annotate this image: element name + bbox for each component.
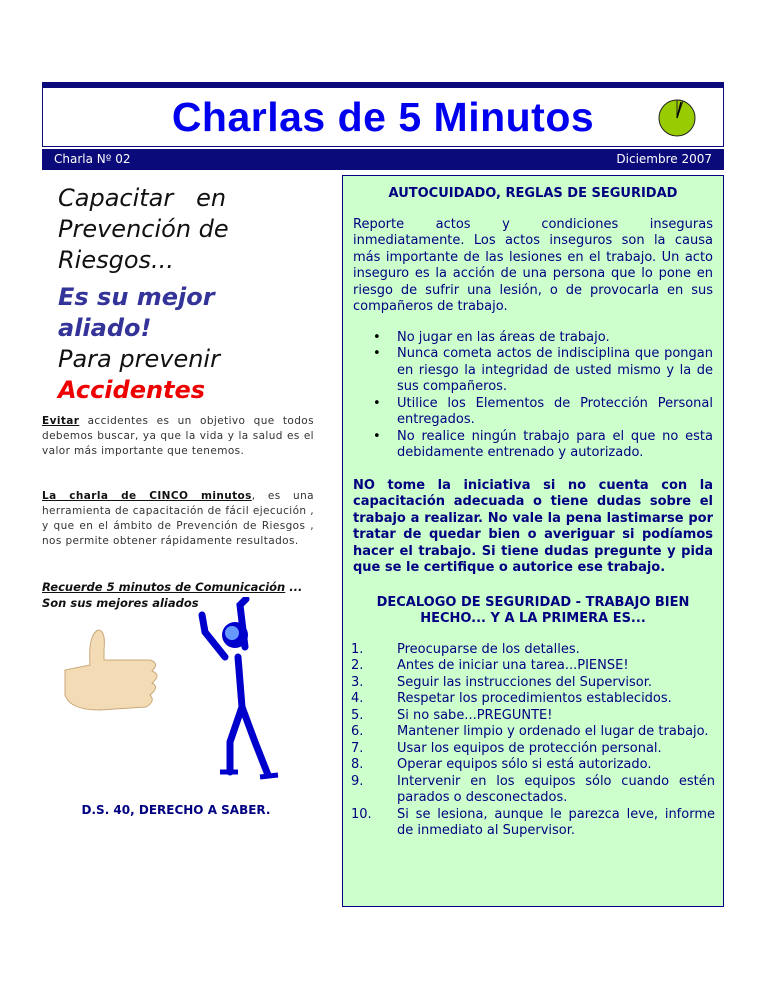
list-item (351, 741, 715, 758)
item-text: Operar equipos sólo si está autorizado. (397, 757, 652, 772)
list-item (351, 708, 715, 725)
thumbs-up-icon (60, 625, 170, 720)
list-item: • Nunca cometa actos de indisciplina que pongan en riesgo la integridad de usted mismo y la de sus compañeros. (373, 346, 713, 396)
left-column (42, 183, 314, 611)
header-sub-bar (42, 149, 724, 170)
evitar-bold: Evitar (42, 415, 80, 427)
item-number: 6. (351, 724, 364, 739)
list-item (351, 724, 715, 741)
slogan-line: Para prevenir (58, 345, 220, 373)
item-number: 3. (351, 674, 364, 690)
item-text: Mantener limpio y ordenado el lugar de trabajo. (397, 724, 709, 739)
charla-bold: La charla de CINCO minutos (42, 490, 252, 502)
item-text: Si se lesiona, aunque le parezca leve, informe de inmediato al Supervisor. (397, 806, 715, 838)
list-item: • No realice ningún trabajo para el que no esta debidamente entrenado y autorizado. (373, 429, 713, 462)
slogan-line: Prevención de (58, 215, 229, 243)
list-item (351, 807, 715, 840)
item-number: 2. (351, 658, 364, 673)
intro-paragraph: Reporte actos y condiciones inseguras inmediatamente. Los actos inseguros son la causa más importante de las lesiones en el trabajo. Un acto inseguro es la acción de una persona que lo pone en riesgo de sufrir una lesión, o de provocarla en sus compañeros de trabajo. (353, 216, 713, 314)
item-text: Usar los equipos de protección personal. (397, 740, 662, 756)
rules-list (373, 330, 713, 462)
decalogo-list (351, 642, 715, 840)
item-number: 4. (351, 691, 364, 706)
item-number: 8. (351, 757, 364, 772)
safety-rules-box (342, 175, 724, 907)
charla-date: Diciembre 2007 (616, 152, 712, 166)
item-number: 10. (351, 806, 372, 822)
charla-number: Charla Nº 02 (54, 152, 131, 166)
stick-figure-icon (190, 597, 290, 787)
warning-paragraph: NO tome la iniciativa si no cuenta con la capacitación adecuada o tiene dudas sobre el trabajo a realizar. No vale la pena lastimarse por tratar de quedar bien o averiguar si podíamos hacer el trabajo. Si tiene dudas pregunte y pida que se le certifique o autorice ese trabajo. (353, 477, 713, 575)
header-title-box (42, 88, 724, 147)
recuerde-ellipsis: ... (285, 580, 303, 594)
slogan-line: Riesgos... (58, 246, 174, 274)
list-item: • Utilice los Elementos de Protección Personal entregados. (373, 396, 713, 429)
item-text: Antes de iniciar una tarea...PIENSE! (397, 658, 629, 673)
item-text: Intervenir en los equipos sólo cuando estén parados o desconectados. (397, 773, 715, 805)
list-item (351, 691, 715, 708)
recuerde-line2: Son sus mejores aliados (42, 596, 199, 610)
item-text: Respetar los procedimientos establecidos. (397, 691, 672, 706)
page-title: Charlas de 5 Minutos (171, 94, 595, 140)
footer-ds40: D.S. 40, DERECHO A SABER. (81, 803, 271, 817)
decalogo-title: DECALOGO DE SEGURIDAD - TRABAJO BIEN HECHO... Y A LA PRIMERA ES... (376, 594, 690, 626)
list-item: • No jugar en las áreas de trabajo. (373, 330, 713, 347)
item-number: 9. (351, 773, 364, 789)
item-number: 1. (351, 641, 364, 657)
item-text: Preocuparse de los detalles. (397, 641, 580, 657)
item-number: 7. (351, 740, 364, 756)
box-title: AUTOCUIDADO, REGLAS DE SEGURIDAD (388, 186, 678, 201)
evitar-text: accidentes es un objetivo que todos debemos buscar, ya que la vida y la salud es el valor más importante que tenemos. (42, 415, 314, 457)
recuerde-line: Recuerde 5 minutos de Comunicación (42, 580, 286, 594)
list-item (351, 658, 715, 675)
slogan-accidentes: Accidentes (58, 376, 206, 404)
evitar-paragraph (42, 414, 314, 459)
list-item (351, 774, 715, 807)
list-item (351, 675, 715, 692)
clock-icon (657, 98, 697, 138)
charla-paragraph (42, 489, 314, 549)
slogan-line: Capacitar en (58, 184, 227, 212)
slogan-highlight: Es su mejor aliado! (58, 283, 215, 342)
charla-text: , es una herramienta de capacitación de fácil ejecución , y que en el ámbito de Prevención de Riesgos , nos permite obtener rápidamente resultados. (42, 490, 314, 547)
item-number: 5. (351, 707, 364, 723)
item-text: Si no sabe...PREGUNTE! (397, 707, 553, 723)
list-item (351, 757, 715, 774)
list-item (351, 642, 715, 659)
item-text: Seguir las instrucciones del Supervisor. (397, 674, 653, 690)
